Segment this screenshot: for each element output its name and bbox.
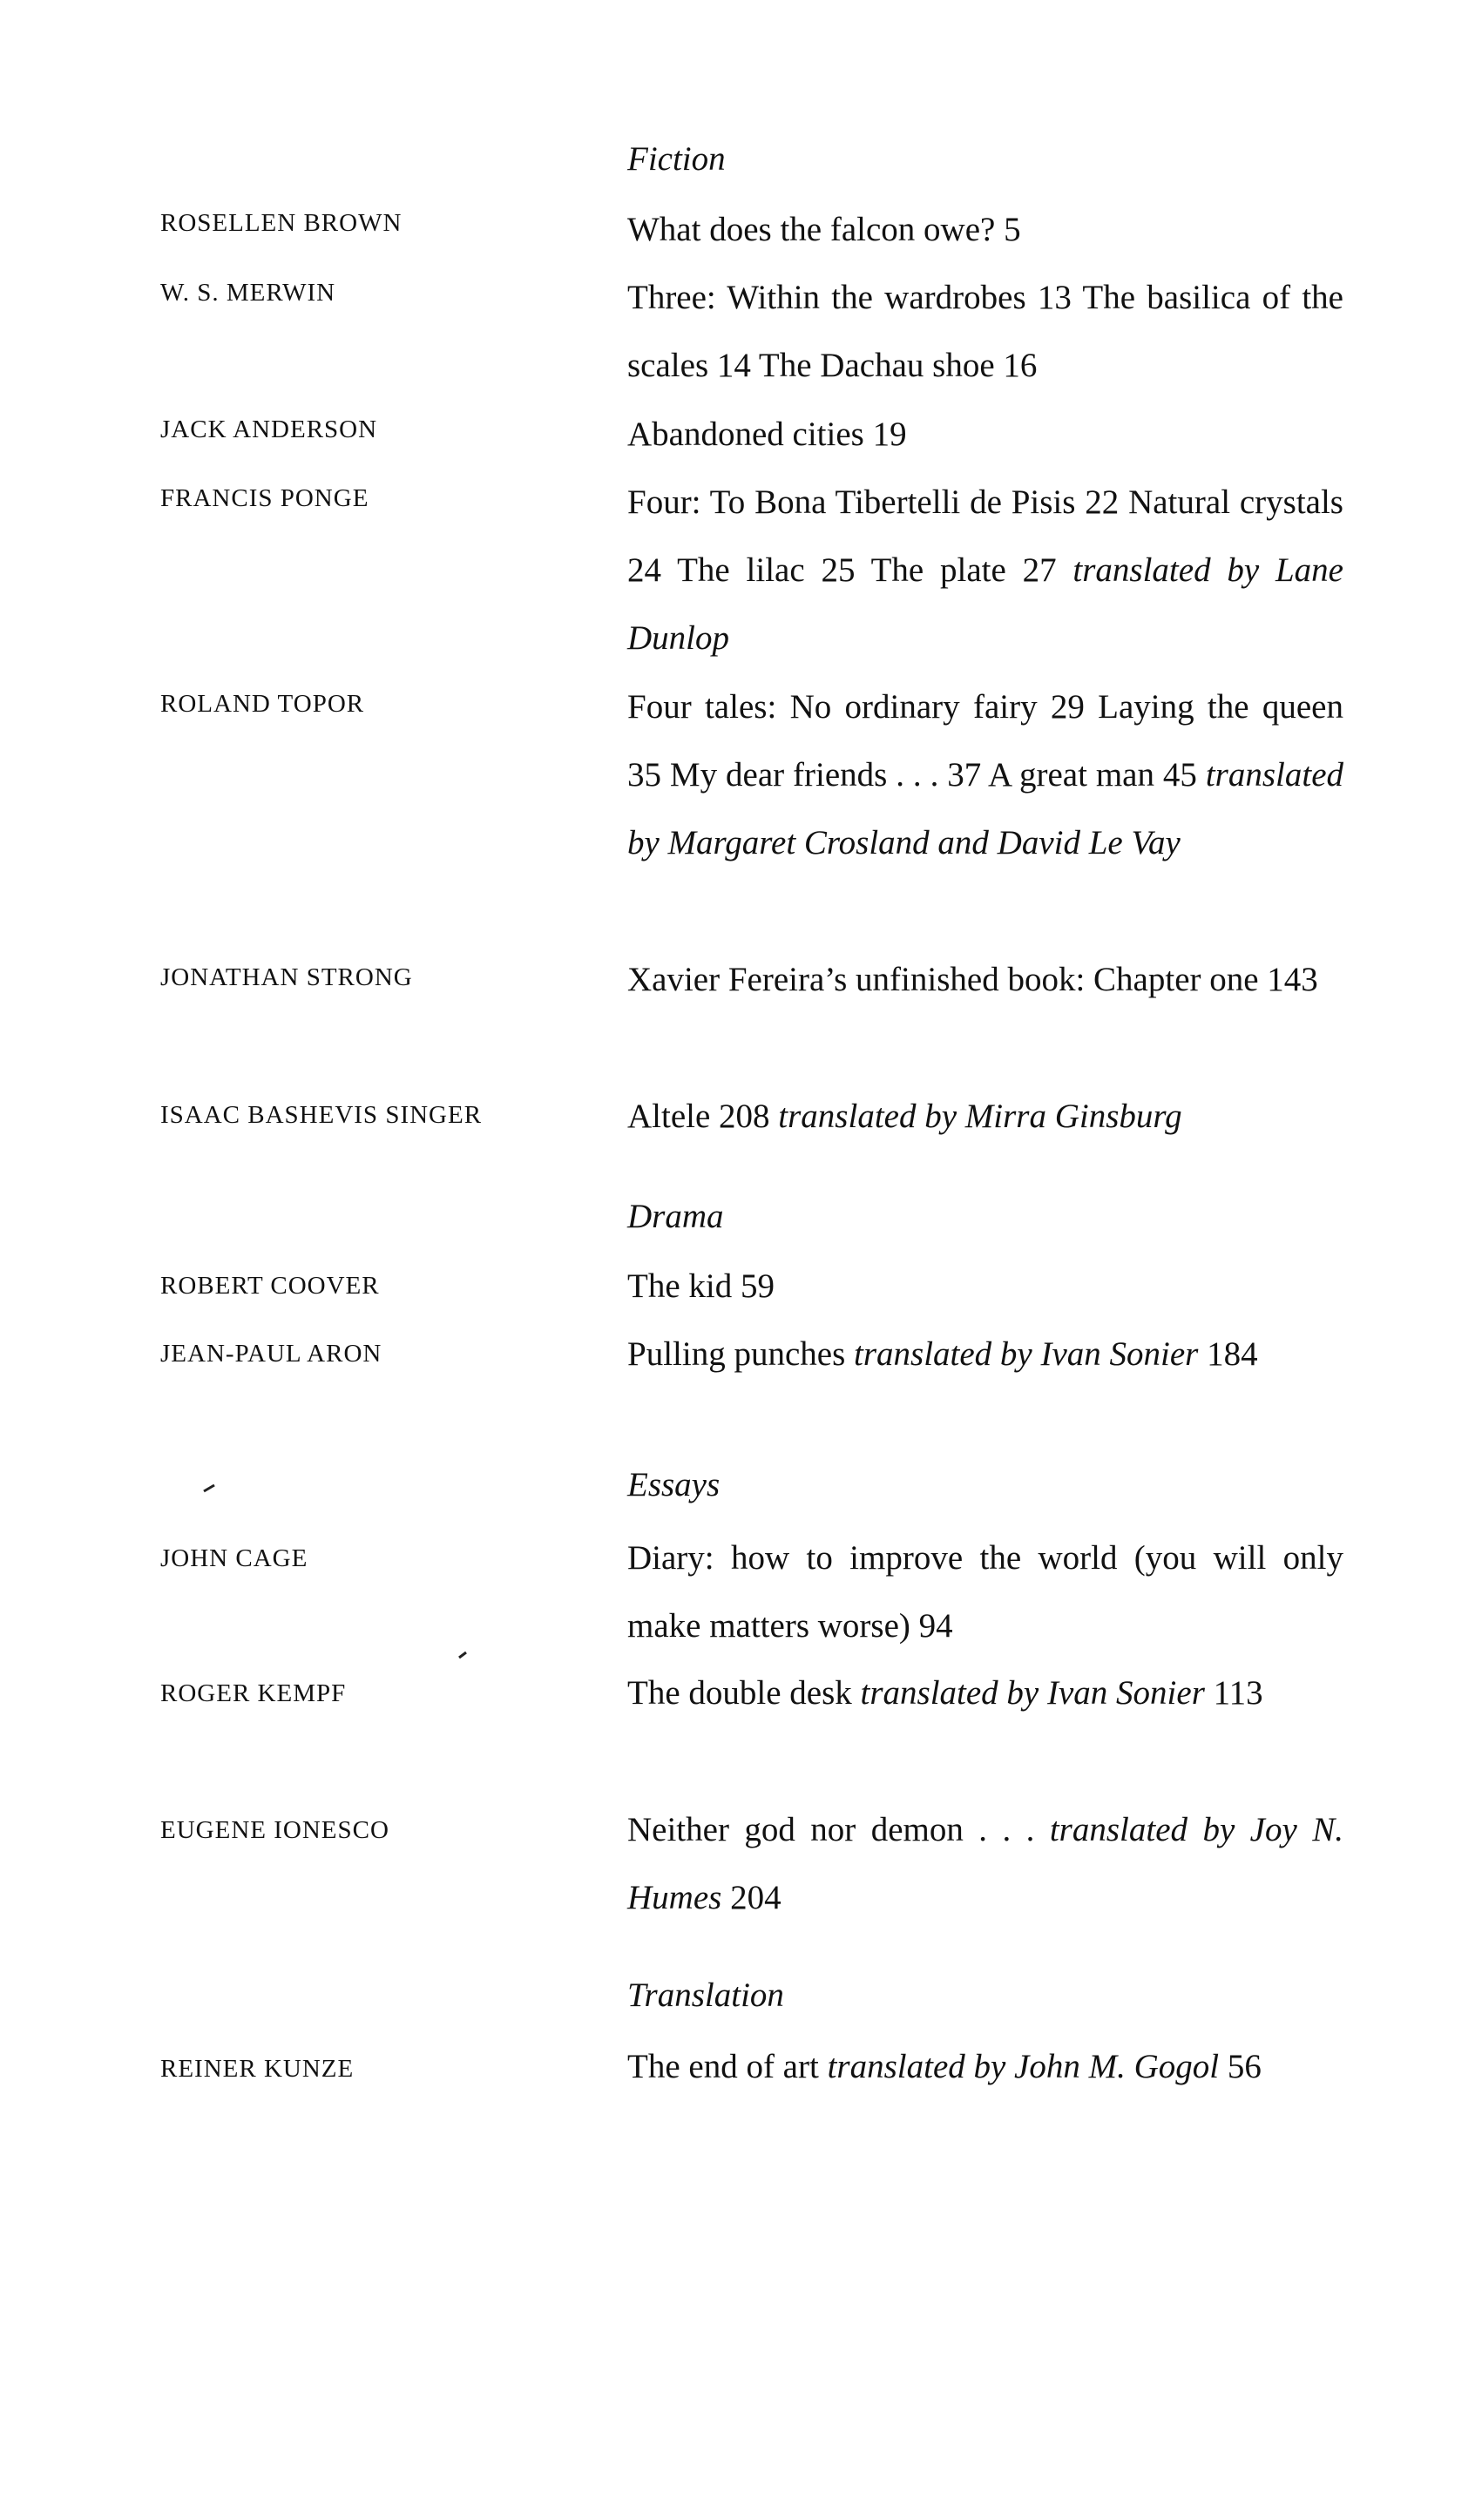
entry-text: Xavier Fereira’s unfinished book: Chapter one 143	[627, 961, 1318, 998]
entry-eugene-ionesco	[627, 1796, 1343, 1932]
entry-text: The double desk	[627, 1674, 861, 1712]
entry-text: Three: Within the wardrobes 13 The basilica of the scales 14 The Dachau shoe 16	[627, 279, 1343, 384]
section-heading-essays: Essays	[627, 1466, 721, 1503]
entry-text: Abandoned cities 19	[627, 415, 907, 453]
section-heading-drama: Drama	[627, 1198, 724, 1235]
entry-text: Altele 208	[627, 1098, 779, 1135]
section-heading-translation: Translation	[627, 1976, 784, 2014]
entry-text: Neither god nor demon . . .	[627, 1811, 1050, 1848]
page-number: 113	[1204, 1674, 1263, 1712]
translator-credit: translated by Ivan Sonier	[854, 1335, 1199, 1373]
entry-text: What does the falcon owe? 5	[627, 211, 1021, 248]
author-jonathan-strong: JONATHAN STRONG	[160, 963, 413, 991]
entry-roland-topor	[627, 673, 1343, 877]
author-robert-coover: ROBERT COOVER	[160, 1272, 380, 1300]
entry-roger-kempf	[627, 1659, 1343, 1727]
entry-isaac-bashevis-singer	[627, 1083, 1343, 1151]
entry-reiner-kunze	[627, 2033, 1343, 2101]
entry-jonathan-strong	[627, 946, 1343, 1014]
section-heading-fiction: Fiction	[627, 140, 726, 178]
entry-john-cage	[627, 1524, 1343, 1660]
author-eugene-ionesco: EUGENE IONESCO	[160, 1816, 389, 1844]
entry-text: Diary: how to improve the world (you will only make matters worse) 94	[627, 1539, 1343, 1645]
author-rosellen-brown: ROSELLEN BROWN	[160, 209, 403, 237]
translator-credit: translated by Mirra Ginsburg	[778, 1098, 1182, 1135]
entry-francis-ponge	[627, 469, 1343, 672]
author-roger-kempf: ROGER KEMPF	[160, 1679, 347, 1707]
entry-text: The kid 59	[627, 1267, 775, 1305]
stray-mark	[202, 1483, 218, 1493]
author-john-cage: JOHN CAGE	[160, 1544, 308, 1572]
author-isaac-bashevis-singer: ISAAC BASHEVIS SINGER	[160, 1101, 483, 1129]
entry-text: The end of art	[627, 2048, 828, 2085]
entry-rosellen-brown	[627, 196, 1343, 264]
author-jack-anderson: JACK ANDERSON	[160, 415, 378, 443]
entry-text: Pulling punches	[627, 1335, 854, 1373]
page-number: 56	[1219, 2048, 1262, 2085]
page-number: 204	[721, 1879, 781, 1916]
author-roland-topor: ROLAND TOPOR	[160, 690, 365, 718]
entry-jean-paul-aron	[627, 1321, 1343, 1388]
author-ws-merwin: W. S. MERWIN	[160, 279, 336, 307]
author-jean-paul-aron: JEAN-PAUL ARON	[160, 1340, 382, 1368]
translator-credit: translated by Lane Dunlop	[627, 551, 1343, 657]
translator-credit: translated by Ivan Sonier	[860, 1674, 1205, 1712]
author-reiner-kunze: REINER KUNZE	[160, 2055, 355, 2083]
translator-credit: translated by Margaret Crosland and David Le Vay	[627, 756, 1343, 861]
entry-robert-coover	[627, 1253, 1343, 1321]
entry-text: Four: To Bona Tibertelli de Pisis 22 Natural crystals 24 The lilac 25 The plate 27	[627, 483, 1343, 589]
entry-text: Four tales: No ordinary fairy 29 Laying the queen 35 My dear friends . . . 37 A great man 45	[627, 688, 1343, 794]
author-francis-ponge: FRANCIS PONGE	[160, 484, 369, 512]
stray-mark	[457, 1650, 470, 1660]
translator-credit: translated by Joy N. Humes	[627, 1811, 1343, 1916]
entry-ws-merwin	[627, 264, 1343, 400]
entry-jack-anderson	[627, 401, 1343, 469]
page-number: 184	[1198, 1335, 1258, 1373]
translator-credit: translated by John M. Gogol	[827, 2048, 1220, 2085]
